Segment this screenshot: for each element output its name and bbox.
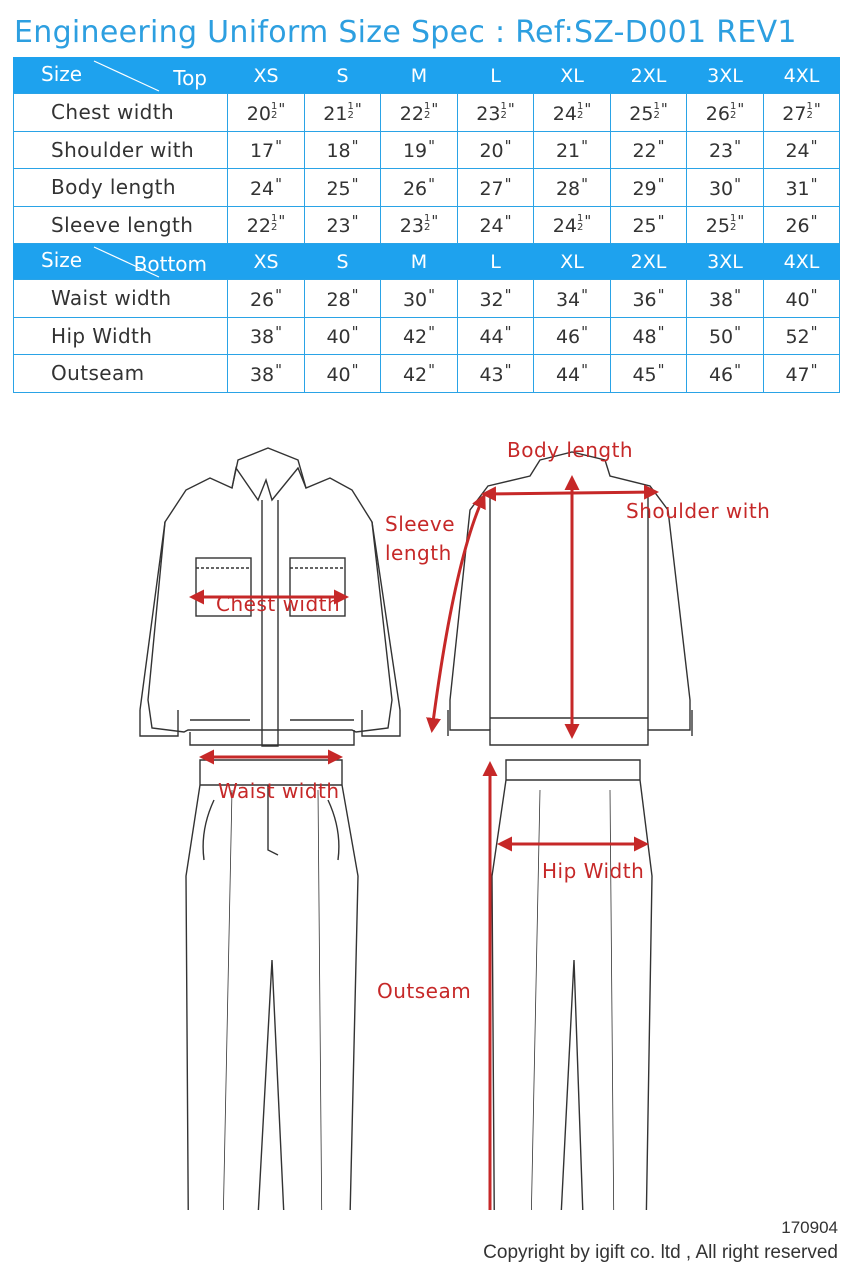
fraction-denominator: 2: [576, 109, 584, 121]
value-whole: 20: [479, 140, 504, 163]
size-header-cell: 3XL: [687, 58, 764, 94]
measurement-cell: [764, 169, 840, 207]
top-corner-cell: [14, 58, 228, 94]
value-whole: 24: [479, 215, 504, 238]
inch-mark: ": [507, 99, 515, 118]
inch-mark: ": [810, 285, 818, 304]
page-title: Engineering Uniform Size Spec : Ref:SZ-D001 REV1: [14, 15, 797, 50]
size-spec-table: [13, 57, 840, 393]
inch-mark: ": [581, 174, 589, 193]
inch-mark: ": [581, 137, 589, 156]
measurement-cell: [764, 206, 840, 244]
value-whole: 21: [323, 102, 348, 125]
fraction-denominator: 2: [729, 109, 737, 121]
inch-mark: ": [657, 323, 665, 342]
measurement-cell: [611, 131, 687, 169]
inch-mark: ": [504, 212, 512, 231]
fraction-denominator: 2: [729, 222, 737, 234]
fraction-numerator: 1: [423, 100, 431, 112]
value-whole: 40: [326, 363, 351, 386]
measurement-cell: [534, 317, 611, 355]
value-whole: 21: [555, 140, 581, 163]
corner-size-label: Size: [41, 62, 83, 86]
value-fraction: [424, 214, 430, 232]
fraction-denominator: 2: [653, 109, 660, 121]
measurement-cell: [534, 355, 611, 393]
value-whole: 17: [249, 140, 275, 163]
measurement-row: [14, 355, 840, 393]
value-fraction: [424, 102, 430, 120]
fraction-denominator: 2: [423, 222, 431, 234]
measurement-cell: [305, 280, 381, 318]
value-whole: 28: [555, 177, 581, 200]
inch-mark: ": [431, 212, 439, 231]
measurement-row: [14, 94, 840, 132]
inch-mark: ": [504, 174, 512, 193]
inch-mark: ": [428, 323, 436, 342]
inch-mark: ": [428, 174, 436, 193]
size-header-cell: 2XL: [611, 58, 687, 94]
inch-mark: ": [734, 323, 742, 342]
inch-mark: ": [351, 137, 359, 156]
value-whole: 36: [632, 288, 657, 311]
value-whole: 27: [479, 177, 504, 200]
inch-mark: ": [657, 174, 665, 193]
bottom-corner-cell: [14, 244, 228, 280]
value-whole: 25: [326, 177, 351, 200]
value-whole: 25: [705, 215, 730, 238]
inch-mark: ": [813, 99, 821, 118]
measurement-cell: [687, 355, 764, 393]
value-whole: 22: [399, 102, 424, 125]
measurement-label: Body length: [14, 169, 228, 207]
measurement-row: [14, 206, 840, 244]
body-length-label: Body length: [507, 438, 634, 462]
fraction-denominator: 2: [270, 109, 278, 121]
measurement-cell: [611, 206, 687, 244]
measurement-cell: [534, 94, 611, 132]
value-whole: 40: [785, 288, 810, 311]
inch-mark: ": [275, 285, 283, 304]
value-whole: 52: [785, 326, 810, 349]
bottom-header-row: [14, 244, 840, 280]
size-header-cell: S: [305, 58, 381, 94]
copyright-notice: Copyright by igift co. ltd , All right reserved: [483, 1242, 838, 1263]
value-whole: 28: [326, 288, 351, 311]
measurement-row: [14, 280, 840, 318]
fraction-numerator: 1: [576, 213, 584, 225]
measurement-cell: [381, 355, 458, 393]
value-whole: 25: [632, 215, 657, 238]
value-fraction: [347, 102, 353, 120]
value-whole: 22: [632, 140, 657, 163]
value-whole: 20: [246, 102, 271, 125]
value-whole: 50: [708, 326, 734, 349]
inch-mark: ": [351, 323, 359, 342]
value-whole: 26: [249, 288, 275, 311]
measurement-cell: [381, 169, 458, 207]
document-code: 170904: [781, 1218, 838, 1237]
size-header-cell: 4XL: [764, 58, 840, 94]
inch-mark: ": [351, 212, 359, 231]
measurement-cell: [305, 94, 381, 132]
inch-mark: ": [504, 285, 512, 304]
measurement-cell: [381, 94, 458, 132]
measurement-cell: [764, 317, 840, 355]
value-whole: 30: [708, 177, 734, 200]
fraction-numerator: 1: [806, 100, 813, 112]
value-fraction: [577, 102, 583, 120]
inch-mark: ": [810, 137, 818, 156]
measurement-cell: [687, 280, 764, 318]
measurement-label: Hip Width: [14, 317, 228, 355]
value-whole: 42: [402, 326, 428, 349]
corner-bottom-label: Bottom: [133, 252, 207, 276]
measurement-cell: [764, 355, 840, 393]
value-whole: 22: [246, 215, 271, 238]
value-fraction: [271, 214, 277, 232]
value-whole: 38: [708, 288, 734, 311]
measurement-cell: [764, 94, 840, 132]
size-header-cell: XL: [534, 244, 611, 280]
measurement-cell: [764, 131, 840, 169]
fraction-denominator: 2: [423, 109, 431, 121]
measurement-cell: [687, 131, 764, 169]
value-whole: 34: [555, 288, 581, 311]
fraction-numerator: 1: [270, 100, 278, 112]
measurement-cell: [687, 169, 764, 207]
measurement-cell: [305, 169, 381, 207]
measurement-cell: [381, 317, 458, 355]
measurement-label: Sleeve length: [14, 206, 228, 244]
inch-mark: ": [275, 323, 283, 342]
inch-mark: ": [581, 285, 589, 304]
sleeve-label-line2: length: [385, 541, 452, 565]
value-whole: 32: [479, 288, 504, 311]
measurement-cell: [611, 317, 687, 355]
measurement-cell: [305, 355, 381, 393]
value-whole: 29: [632, 177, 657, 200]
value-whole: 23: [399, 215, 424, 238]
bottom-size-section: [14, 244, 840, 393]
value-whole: 26: [402, 177, 428, 200]
value-whole: 24: [249, 177, 275, 200]
waist-width-label: Waist width: [218, 779, 340, 803]
inch-mark: ": [354, 99, 362, 118]
inch-mark: ": [657, 360, 665, 379]
value-whole: 26: [785, 215, 810, 238]
inch-mark: ": [737, 99, 745, 118]
value-whole: 24: [785, 140, 810, 163]
inch-mark: ": [351, 285, 359, 304]
pants-front-drawing: [186, 760, 358, 1210]
size-header-cell: L: [458, 244, 534, 280]
value-whole: 24: [552, 215, 577, 238]
measurement-cell: [611, 169, 687, 207]
jacket-back-drawing: [448, 452, 692, 745]
inch-mark: ": [581, 323, 589, 342]
inch-mark: ": [810, 323, 818, 342]
fraction-numerator: 1: [653, 100, 660, 112]
value-whole: 44: [555, 363, 581, 386]
value-fraction: [271, 102, 277, 120]
size-header-cell: XS: [228, 244, 305, 280]
inch-mark: ": [504, 323, 512, 342]
measurement-cell: [381, 131, 458, 169]
fraction-numerator: 1: [270, 213, 278, 225]
measurement-cell: [687, 317, 764, 355]
inch-mark: ": [657, 212, 665, 231]
measurement-cell: [228, 206, 305, 244]
size-header-cell: XL: [534, 58, 611, 94]
fraction-denominator: 2: [806, 109, 813, 121]
inch-mark: ": [810, 360, 818, 379]
value-whole: 43: [479, 363, 504, 386]
inch-mark: ": [737, 212, 745, 231]
measurement-cell: [611, 280, 687, 318]
fraction-denominator: 2: [270, 222, 278, 234]
measurement-cell: [228, 94, 305, 132]
sleeve-label-line1: Sleeve: [385, 512, 456, 536]
fraction-numerator: 1: [576, 100, 584, 112]
inch-mark: ": [428, 360, 436, 379]
measurement-label: Waist width: [14, 280, 228, 318]
value-whole: 46: [708, 363, 734, 386]
inch-mark: ": [431, 99, 439, 118]
fraction-numerator: 1: [729, 213, 737, 225]
measurement-cell: [305, 206, 381, 244]
measurement-cell: [228, 169, 305, 207]
fraction-numerator: 1: [423, 213, 431, 225]
size-header-cell: M: [381, 244, 458, 280]
inch-mark: ": [584, 99, 592, 118]
measurement-cell: [611, 355, 687, 393]
value-whole: 23: [708, 140, 734, 163]
inch-mark: ": [504, 137, 512, 156]
measurement-row: [14, 169, 840, 207]
value-whole: 18: [326, 140, 351, 163]
inch-mark: ": [278, 99, 286, 118]
inch-mark: ": [657, 285, 665, 304]
inch-mark: ": [734, 360, 742, 379]
value-fraction: [730, 214, 736, 232]
inch-mark: ": [275, 174, 283, 193]
measurement-cell: [534, 131, 611, 169]
value-whole: 25: [629, 102, 654, 125]
fraction-numerator: 1: [347, 100, 354, 112]
value-whole: 19: [402, 140, 428, 163]
value-whole: 48: [632, 326, 657, 349]
value-whole: 45: [632, 363, 657, 386]
value-whole: 31: [785, 177, 810, 200]
value-fraction: [730, 102, 736, 120]
value-whole: 47: [785, 363, 810, 386]
shoulder-width-label: Shoulder with: [626, 499, 771, 523]
inch-mark: ": [428, 285, 436, 304]
measurement-cell: [305, 317, 381, 355]
measurement-cell: [687, 206, 764, 244]
measurement-cell: [381, 206, 458, 244]
inch-mark: ": [734, 174, 742, 193]
measurement-cell: [228, 317, 305, 355]
measurement-cell: [228, 131, 305, 169]
measurement-row: [14, 317, 840, 355]
measurement-cell: [458, 317, 534, 355]
value-whole: 23: [476, 102, 501, 125]
pants-back-drawing: [492, 760, 652, 1210]
size-header-cell: L: [458, 58, 534, 94]
fraction-numerator: 1: [500, 100, 507, 112]
inch-mark: ": [734, 137, 742, 156]
inch-mark: ": [351, 360, 359, 379]
inch-mark: ": [428, 137, 436, 156]
value-whole: 46: [555, 326, 581, 349]
fraction-numerator: 1: [729, 100, 737, 112]
corner-top-label: Top: [173, 66, 207, 90]
measurement-label: Outseam: [14, 355, 228, 393]
inch-mark: ": [351, 174, 359, 193]
measurement-cell: [534, 169, 611, 207]
value-fraction: [500, 102, 506, 120]
value-fraction: [577, 214, 583, 232]
measurement-cell: [458, 355, 534, 393]
measurement-cell: [458, 206, 534, 244]
hip-width-label: Hip Width: [542, 859, 645, 883]
value-fraction: [653, 102, 659, 120]
value-whole: 42: [402, 363, 428, 386]
measurement-cell: [305, 131, 381, 169]
measurement-cell: [534, 280, 611, 318]
chest-width-label: Chest width: [216, 592, 341, 616]
fraction-denominator: 2: [347, 109, 354, 121]
measurement-cell: [228, 355, 305, 393]
fraction-denominator: 2: [500, 109, 507, 121]
size-header-cell: M: [381, 58, 458, 94]
size-header-cell: 3XL: [687, 244, 764, 280]
inch-mark: ": [581, 360, 589, 379]
shoulder-width-arrow: [484, 492, 656, 494]
inch-mark: ": [275, 137, 283, 156]
value-whole: 40: [326, 326, 351, 349]
inch-mark: ": [504, 360, 512, 379]
fraction-denominator: 2: [576, 222, 584, 234]
inch-mark: ": [810, 174, 818, 193]
measurement-cell: [611, 94, 687, 132]
measurement-cell: [764, 280, 840, 318]
inch-mark: ": [657, 137, 665, 156]
size-header-cell: XS: [228, 58, 305, 94]
measurement-cell: [458, 280, 534, 318]
measurement-cell: [228, 280, 305, 318]
value-whole: 30: [402, 288, 428, 311]
inch-mark: ": [734, 285, 742, 304]
measurement-cell: [458, 169, 534, 207]
measurement-label: Shoulder with: [14, 131, 228, 169]
measurement-cell: [534, 206, 611, 244]
inch-mark: ": [278, 212, 286, 231]
measurement-label: Chest width: [14, 94, 228, 132]
value-whole: 38: [249, 363, 275, 386]
value-whole: 24: [552, 102, 577, 125]
inch-mark: ": [660, 99, 668, 118]
measurement-row: [14, 131, 840, 169]
outseam-label: Outseam: [377, 979, 472, 1003]
measurement-cell: [687, 94, 764, 132]
top-size-section: [14, 58, 840, 244]
inch-mark: ": [275, 360, 283, 379]
size-header-cell: 4XL: [764, 244, 840, 280]
measurement-cell: [458, 94, 534, 132]
value-whole: 44: [479, 326, 504, 349]
size-header-cell: S: [305, 244, 381, 280]
inch-mark: ": [584, 212, 592, 231]
value-whole: 26: [705, 102, 730, 125]
measurement-cell: [381, 280, 458, 318]
inch-mark: ": [810, 212, 818, 231]
size-header-cell: 2XL: [611, 244, 687, 280]
value-whole: 23: [326, 215, 351, 238]
corner-size-label: Size: [41, 248, 83, 272]
value-fraction: [806, 102, 812, 120]
value-whole: 38: [249, 326, 275, 349]
top-header-row: [14, 58, 840, 94]
value-whole: 27: [782, 102, 807, 125]
measurement-cell: [458, 131, 534, 169]
